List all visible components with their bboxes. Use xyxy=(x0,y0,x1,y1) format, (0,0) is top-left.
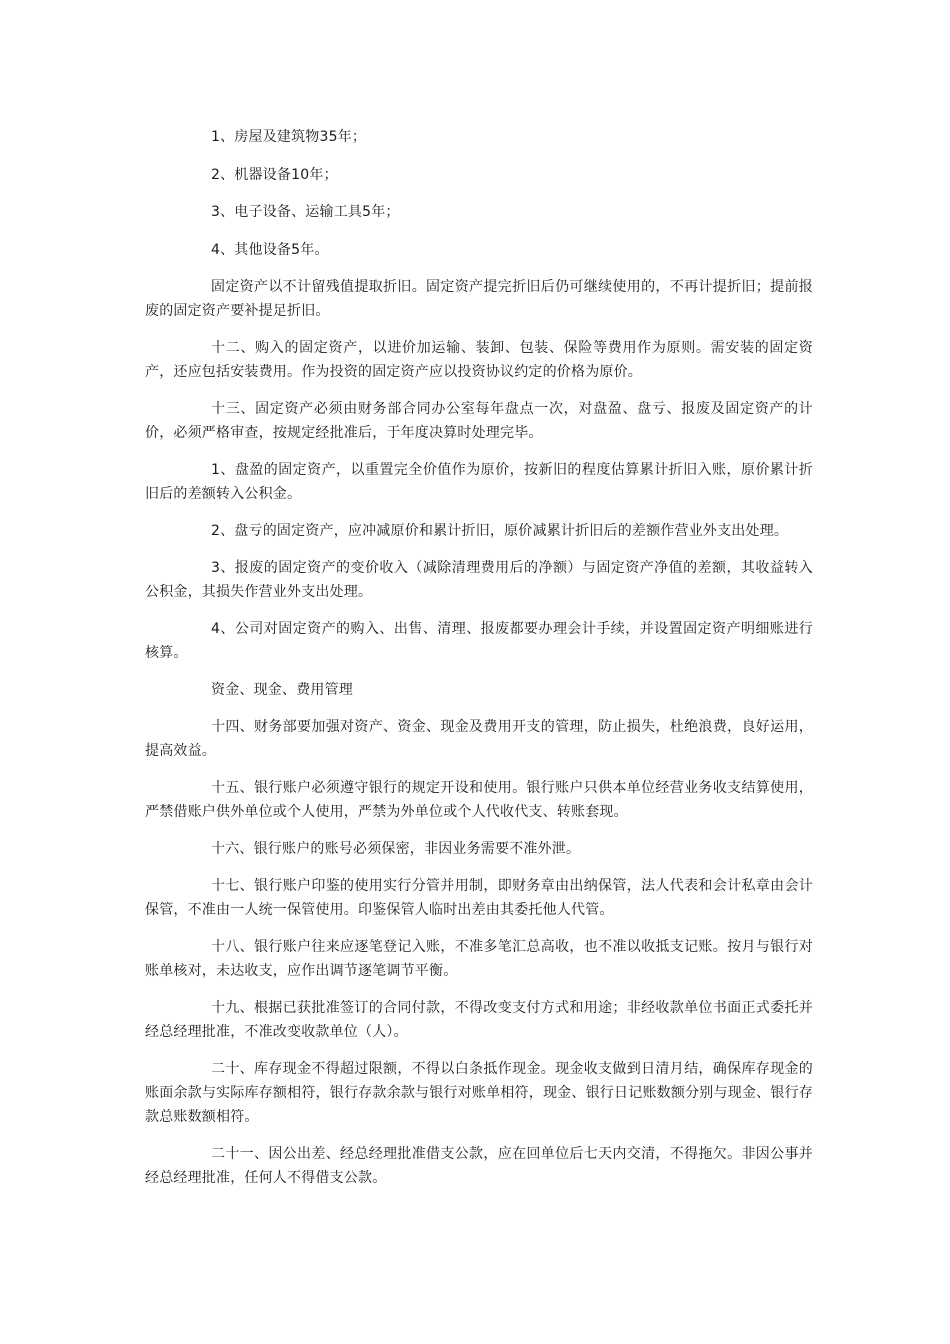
paragraph-inventory-surplus: 1、盘盈的固定资产，以重置完全价值作为原价，按新旧的程度估算累计折旧入账，原价累计折旧后的差额转入公积金。 xyxy=(145,462,813,502)
document-body xyxy=(145,125,813,1203)
paragraph-depreciation-other: 4、其他设备5年。 xyxy=(211,241,329,258)
section-heading-funds-management: 资金、现金、费用管理 xyxy=(211,682,353,698)
paragraph-depreciation-machinery: 2、机器设备10年； xyxy=(211,166,338,183)
paragraph-article-18: 十八、银行账户往来应逐笔登记入账，不准多笔汇总高收，也不准以收抵支记账。按月与银行对账单核对，未达收支，应作出调节逐笔调节平衡。 xyxy=(145,939,813,979)
paragraph-article-14: 十四、财务部要加强对资产、资金、现金及费用开支的管理，防止损失，杜绝浪费，良好运用，提高效益。 xyxy=(145,719,813,759)
paragraph-article-19: 十九、根据已获批准签订的合同付款，不得改变支付方式和用途；非经收款单位书面正式委托并经总经理批准，不准改变收款单位（人）。 xyxy=(145,1000,813,1040)
paragraph-scrapped-assets: 3、报废的固定资产的变价收入（减除清理费用后的净额）与固定资产净值的差额，其收益转入公积金，其损失作营业外支出处理。 xyxy=(145,560,813,600)
paragraph-depreciation-buildings: 1、房屋及建筑物35年； xyxy=(211,129,367,145)
paragraph-article-15: 十五、银行账户必须遵守银行的规定开设和使用。银行账户只供本单位经营业务收支结算使用，严禁借账户供外单位或个人使用，严禁为外单位或个人代收代支、转账套现。 xyxy=(145,780,813,820)
paragraph-depreciation-electronics: 3、电子设备、运输工具5年； xyxy=(211,204,400,220)
paragraph-article-16: 十六、银行账户的账号必须保密，非因业务需要不准外泄。 xyxy=(211,841,581,857)
paragraph-article-21: 二十一、因公出差、经总经理批准借支公款，应在回单位后七天内交清，不得拖欠。非因公事并经总经理批准，任何人不得借支公款。 xyxy=(145,1146,813,1186)
paragraph-article-20: 二十、库存现金不得超过限额，不得以白条抵作现金。现金收支做到日清月结，确保库存现金的账面余款与实际库存额相符，银行存款余款与银行对账单相符，现金、银行日记账数额分别与现金、银行存款总账数额相符。 xyxy=(145,1061,813,1125)
paragraph-inventory-loss: 2、盘亏的固定资产，应冲减原价和累计折旧，原价减累计折旧后的差额作营业外支出处理。 xyxy=(211,523,789,539)
paragraph-article-13: 十三、固定资产必须由财务部合同办公室每年盘点一次，对盘盈、盘亏、报废及固定资产的计价，必须严格审查，按规定经批准后，于年度决算时处理完毕。 xyxy=(145,401,813,441)
paragraph-article-17: 十七、银行账户印鉴的使用实行分管并用制，即财务章由出纳保管，法人代表和会计私章由会计保管，不准由一人统一保管使用。印鉴保管人临时出差由其委托他人代管。 xyxy=(145,878,813,918)
paragraph-accounting-procedures: 4、公司对固定资产的购入、出售、清理、报废都要办理会计手续，并设置固定资产明细账进行核算。 xyxy=(145,621,813,661)
paragraph-article-12: 十二、购入的固定资产，以进价加运输、装卸、包装、保险等费用作为原则。需安装的固定资产，还应包括安装费用。作为投资的固定资产应以投资协议约定的价格为原价。 xyxy=(145,340,813,380)
paragraph-residual-value: 固定资产以不计留残值提取折旧。固定资产提完折旧后仍可继续使用的，不再计提折旧；提前报废的固定资产要补提足折旧。 xyxy=(145,279,813,319)
